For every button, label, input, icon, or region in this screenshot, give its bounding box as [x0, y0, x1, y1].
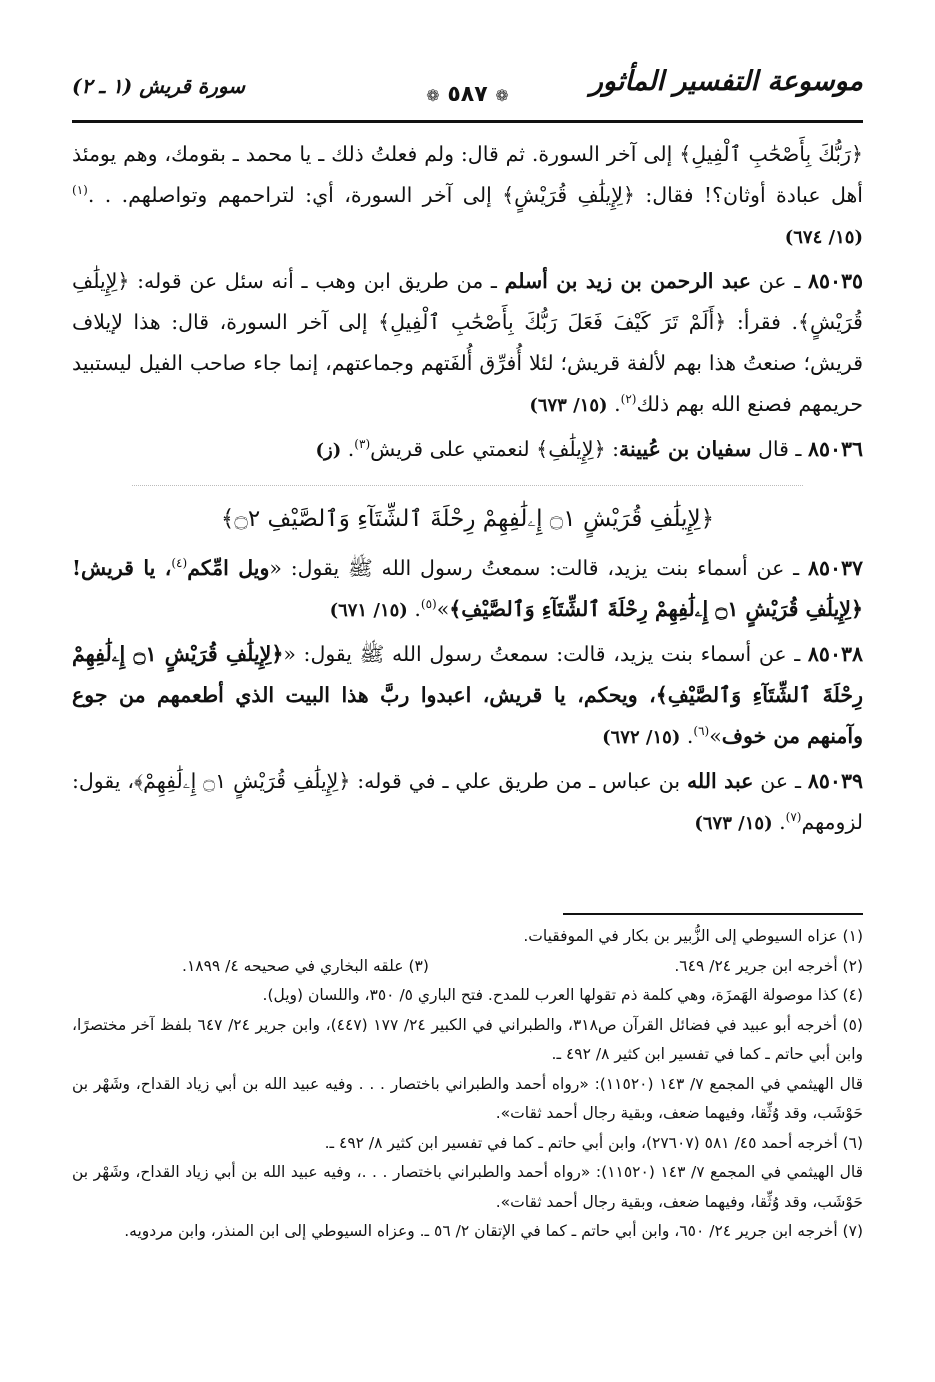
narration-number: ٨٥٠٣٩: [807, 769, 863, 793]
header-divider: [72, 120, 863, 123]
quote-close: »: [436, 597, 450, 621]
narration-prefix: ـ قال: [751, 437, 808, 461]
ornament-left-icon: ❁: [426, 86, 440, 105]
main-text: [72, 134, 863, 847]
volume-reference: (١٥/ ٦٧٣): [694, 813, 773, 834]
volume-reference: (١٥/ ٦٧٢): [602, 727, 681, 748]
footnote-5: (٥) أخرجه أبو عبيد في فضائل القرآن ص٣١٨، والطبراني في الكبير ٢٤/ ١٧٧ (٤٤٧)، وابن جرير ٢٤/ ٦٤٧ بلفظ آخر مختصرًا، وابن أبي حاتم ـ كما في تفسير ابن كثير ٨/ ٤٩٢ ـ.: [72, 1015, 863, 1063]
narration-85037: ٨٥٠٣٧ ـ عن أسماء بنت يزيد، قالت: سمعتُ رسول الله ﷺ يقول: «ويل امِّكم$^{(٤)}$، يا قريش! ﴿لِإِيلَٰفِ قُرَيْشٍ ۝١ إِۦلَٰفِهِمْ رِحْلَةَ ٱلشِّتَآءِ وَٱلصَّيْفِ﴾»$^{(٥)}$. (١٥/ ٦٧١): [72, 556, 863, 621]
footnotes-divider: [563, 913, 863, 915]
volume-reference: (١٥/ ٦٧١): [329, 600, 408, 621]
narration-number: ٨٥٠٣٨: [807, 642, 863, 666]
paragraph-text: ﴿رَبُّكَ بِأَصْحَٰبِ ٱلْفِيلِ﴾ إلى آخر السورة. ثم قال: ولم فعلتُ ذلك ـ يا محمد ـ بقومك، وهم يومئذ أهل عبادة أوثان؟! فقال: ﴿لِإِيلَٰفِ قُرَيْشٍ﴾ إلى آخر السورة، أي: لتراحمهم وتواصلهم. . .: [72, 142, 863, 207]
footnotes-row: [72, 952, 863, 982]
narrator-name: سفيان بن عُيينة: [619, 437, 752, 461]
narration-prefix: ـ عن: [753, 769, 808, 793]
section-divider: [132, 485, 803, 486]
book-title: موسوعة التفسير المأثور: [589, 66, 863, 97]
narrator-name: عبد الرحمن بن زيد بن أسلم: [504, 269, 751, 293]
surah-reference: سورة قريش (١ ـ ٢): [72, 74, 246, 98]
footnote-6-comment: قال الهيثمي في المجمع ٧/ ١٤٣ (١١٥٢٠): «رواه أحمد والطبراني باختصار . . .، وفيه عبيد الله بن أبي زياد القداح، وشَهْر بن حَوْشَب، وقد وُثِّقا، وفيهما ضعف، وبقية رجال أحمد ثقات».: [72, 1163, 863, 1211]
footnote-4: (٤) كذا موصولة الهَمزَة، وهي كلمة ذم تقولها العرب للمدح. فتح الباري ٥/ ٣٥٠، واللسان (ويل).: [262, 986, 863, 1004]
volume-reference: (ز): [315, 440, 342, 461]
footnotes: [72, 922, 863, 1247]
footnote-marker: (١): [72, 183, 88, 198]
narration-text: : ﴿لِإِيلَٰفِ﴾ لنعمتي على قريش: [370, 437, 620, 461]
volume-reference: (١٥/ ٦٧٤): [784, 227, 863, 248]
footnote-5-comment: قال الهيثمي في المجمع ٧/ ١٤٣ (١١٥٢٠): «رواه أحمد والطبراني باختصار . . . وفيه عبيد الله بن أبي زياد القداح، وشَهْر بن حَوْشَب، وقد وُثِّقا، وفيهما ضعف، وبقية رجال أحمد ثقات».: [72, 1074, 863, 1122]
narration-85036: ٨٥٠٣٦ ـ قال سفيان بن عُيينة: ﴿لِإِيلَٰفِ﴾ لنعمتي على قريش$^{(٣)}$. (ز): [315, 437, 863, 461]
narration-text: ـ عن أسماء بنت يزيد، قالت: سمعتُ رسول الله ﷺ يقول: «: [283, 642, 808, 666]
narration-text: ـ عن أسماء بنت يزيد، قالت: سمعتُ رسول الله ﷺ يقول: «: [269, 556, 808, 580]
footnote-marker: (٦): [693, 724, 710, 739]
footnote-7: (٧) أخرجه ابن جرير ٢٤/ ٦٥٠، وابن أبي حاتم ـ كما في الإتقان ٢/ ٥٦ ـ. وعزاه السيوطي إلى ابن المنذر، وابن مردويه.: [124, 1222, 863, 1240]
narrator-name: عبد الله: [686, 769, 754, 793]
narration-text: ـ من طريق ابن وهب ـ أنه سئل عن قوله: ﴿لِإِيلَٰفِ قُرَيْشٍ﴾. فقرأ: ﴿أَلَمْ تَرَ كَيْفَ فَعَلَ رَبُّكَ بِأَصْحَٰبِ ٱلْفِيلِ﴾ إلى آخر السورة، قال: هذا لإيلاف قريش؛ صنعتُ هذا بهم لألفة قريش؛ لئلا أُفرِّق أُلفَتهم وجماعتهم، إنما جاء صاحب الفيل ليستبيد حريمهم فصنع الله بهم ذلك: [72, 269, 863, 416]
page-number: ٥٨٧: [447, 82, 488, 107]
hadith-text: ﴿لِإِيلَٰفِ قُرَيْشٍ ۝١ إِۦلَٰفِهِمْ رِحْلَةَ ٱلشِّتَآءِ وَٱلصَّيْفِ﴾، ويحكم، يا قريش، اعبدوا ربَّ هذا البيت الذي أطعمهم من جوع وآمنهم من خوف: [72, 642, 863, 748]
narration-85039: ٨٥٠٣٩ ـ عن عبد الله بن عباس ـ من طريق علي ـ في قوله: ﴿لِإِيلَٰفِ قُرَيْشٍ ۝١ إِۦلَٰفِهِمْ﴾، يقول: لزومهم$^{(٧)}$. (١٥/ ٦٧٣): [72, 769, 863, 834]
paragraph-continuation: [72, 134, 863, 258]
footnote-marker: (٥): [420, 597, 437, 612]
footnote-marker: (٤): [171, 556, 188, 571]
footnote-2: (٢) أخرجه ابن جرير ٢٤/ ٦٤٩.: [674, 956, 863, 975]
page-header: [72, 66, 863, 112]
footnote-marker: (٣): [354, 437, 371, 452]
quran-verse: ﴿لِإِيلَٰفِ قُرَيْشٍ ۝١ إِۦلَٰفِهِمْ رِحْلَةَ ٱلشِّتَآءِ وَٱلصَّيْفِ ۝٢﴾: [220, 506, 715, 532]
narration-85035: ٨٥٠٣٥ ـ عن عبد الرحمن بن زيد بن أسلم ـ من طريق ابن وهب ـ أنه سئل عن قوله: ﴿لِإِيلَٰفِ قُرَيْشٍ﴾. فقرأ: ﴿أَلَمْ تَرَ كَيْفَ فَعَلَ رَبُّكَ بِأَصْحَٰبِ ٱلْفِيلِ﴾ إلى آخر السورة، قال: هذا لإيلاف قريش؛ صنعتُ هذا بهم لألفة قريش؛ لئلا أُفرِّق أُلفَتهم وجماعتهم، إنما جاء صاحب الفيل ليستبيد حريمهم فصنع الله بهم ذلك$^{(٢)}$. (١٥/ ٦٧٣): [72, 269, 863, 416]
footnote-3: (٣) علقه البخاري في صحيحه ٤/ ١٨٩٩.: [182, 956, 429, 975]
ornament-right-icon: ❁: [495, 86, 509, 105]
footnote-marker: (٢): [620, 392, 637, 407]
narration-text: بن عباس ـ من طريق علي ـ في قوله: ﴿لِإِيلَٰفِ قُرَيْشٍ ۝١ إِۦلَٰفِهِمْ﴾، يقول: لزومهم: [72, 769, 863, 834]
narration-prefix: ـ عن: [751, 269, 808, 293]
footnote-marker: (٧): [785, 810, 802, 825]
quote-close: »: [709, 724, 722, 748]
footnote-6: (٦) أخرجه أحمد ٤٥/ ٥٨١ (٢٧٦٠٧)، وابن أبي حاتم ـ كما في تفسير ابن كثير ٨/ ٤٩٢ ـ.: [324, 1133, 863, 1152]
narration-number: ٨٥٠٣٧: [807, 556, 863, 580]
hadith-text: ويل امِّكم: [187, 556, 270, 580]
narration-85038: ٨٥٠٣٨ ـ عن أسماء بنت يزيد، قالت: سمعتُ رسول الله ﷺ يقول: «﴿لِإِيلَٰفِ قُرَيْشٍ ۝١ إِۦلَٰفِهِمْ رِحْلَةَ ٱلشِّتَآءِ وَٱلصَّيْفِ﴾، ويحكم، يا قريش، اعبدوا ربَّ هذا البيت الذي أطعمهم من جوع وآمنهم من خوف»$^{(٦)}$. (١٥/ ٦٧٢): [72, 642, 863, 748]
narration-number: ٨٥٠٣٦: [807, 437, 863, 461]
footnote-1: (١) عزاه السيوطي إلى الزُّبير بن بكار في الموفقيات.: [523, 927, 863, 945]
narration-number: ٨٥٠٣٥: [807, 269, 863, 293]
volume-reference: (١٥/ ٦٧٣): [529, 395, 608, 416]
hadith-text: ، يا قريش! ﴿لِإِيلَٰفِ قُرَيْشٍ ۝١ إِۦلَٰفِهِمْ رِحْلَةَ ٱلشِّتَآءِ وَٱلصَّيْفِ﴾: [72, 556, 863, 621]
